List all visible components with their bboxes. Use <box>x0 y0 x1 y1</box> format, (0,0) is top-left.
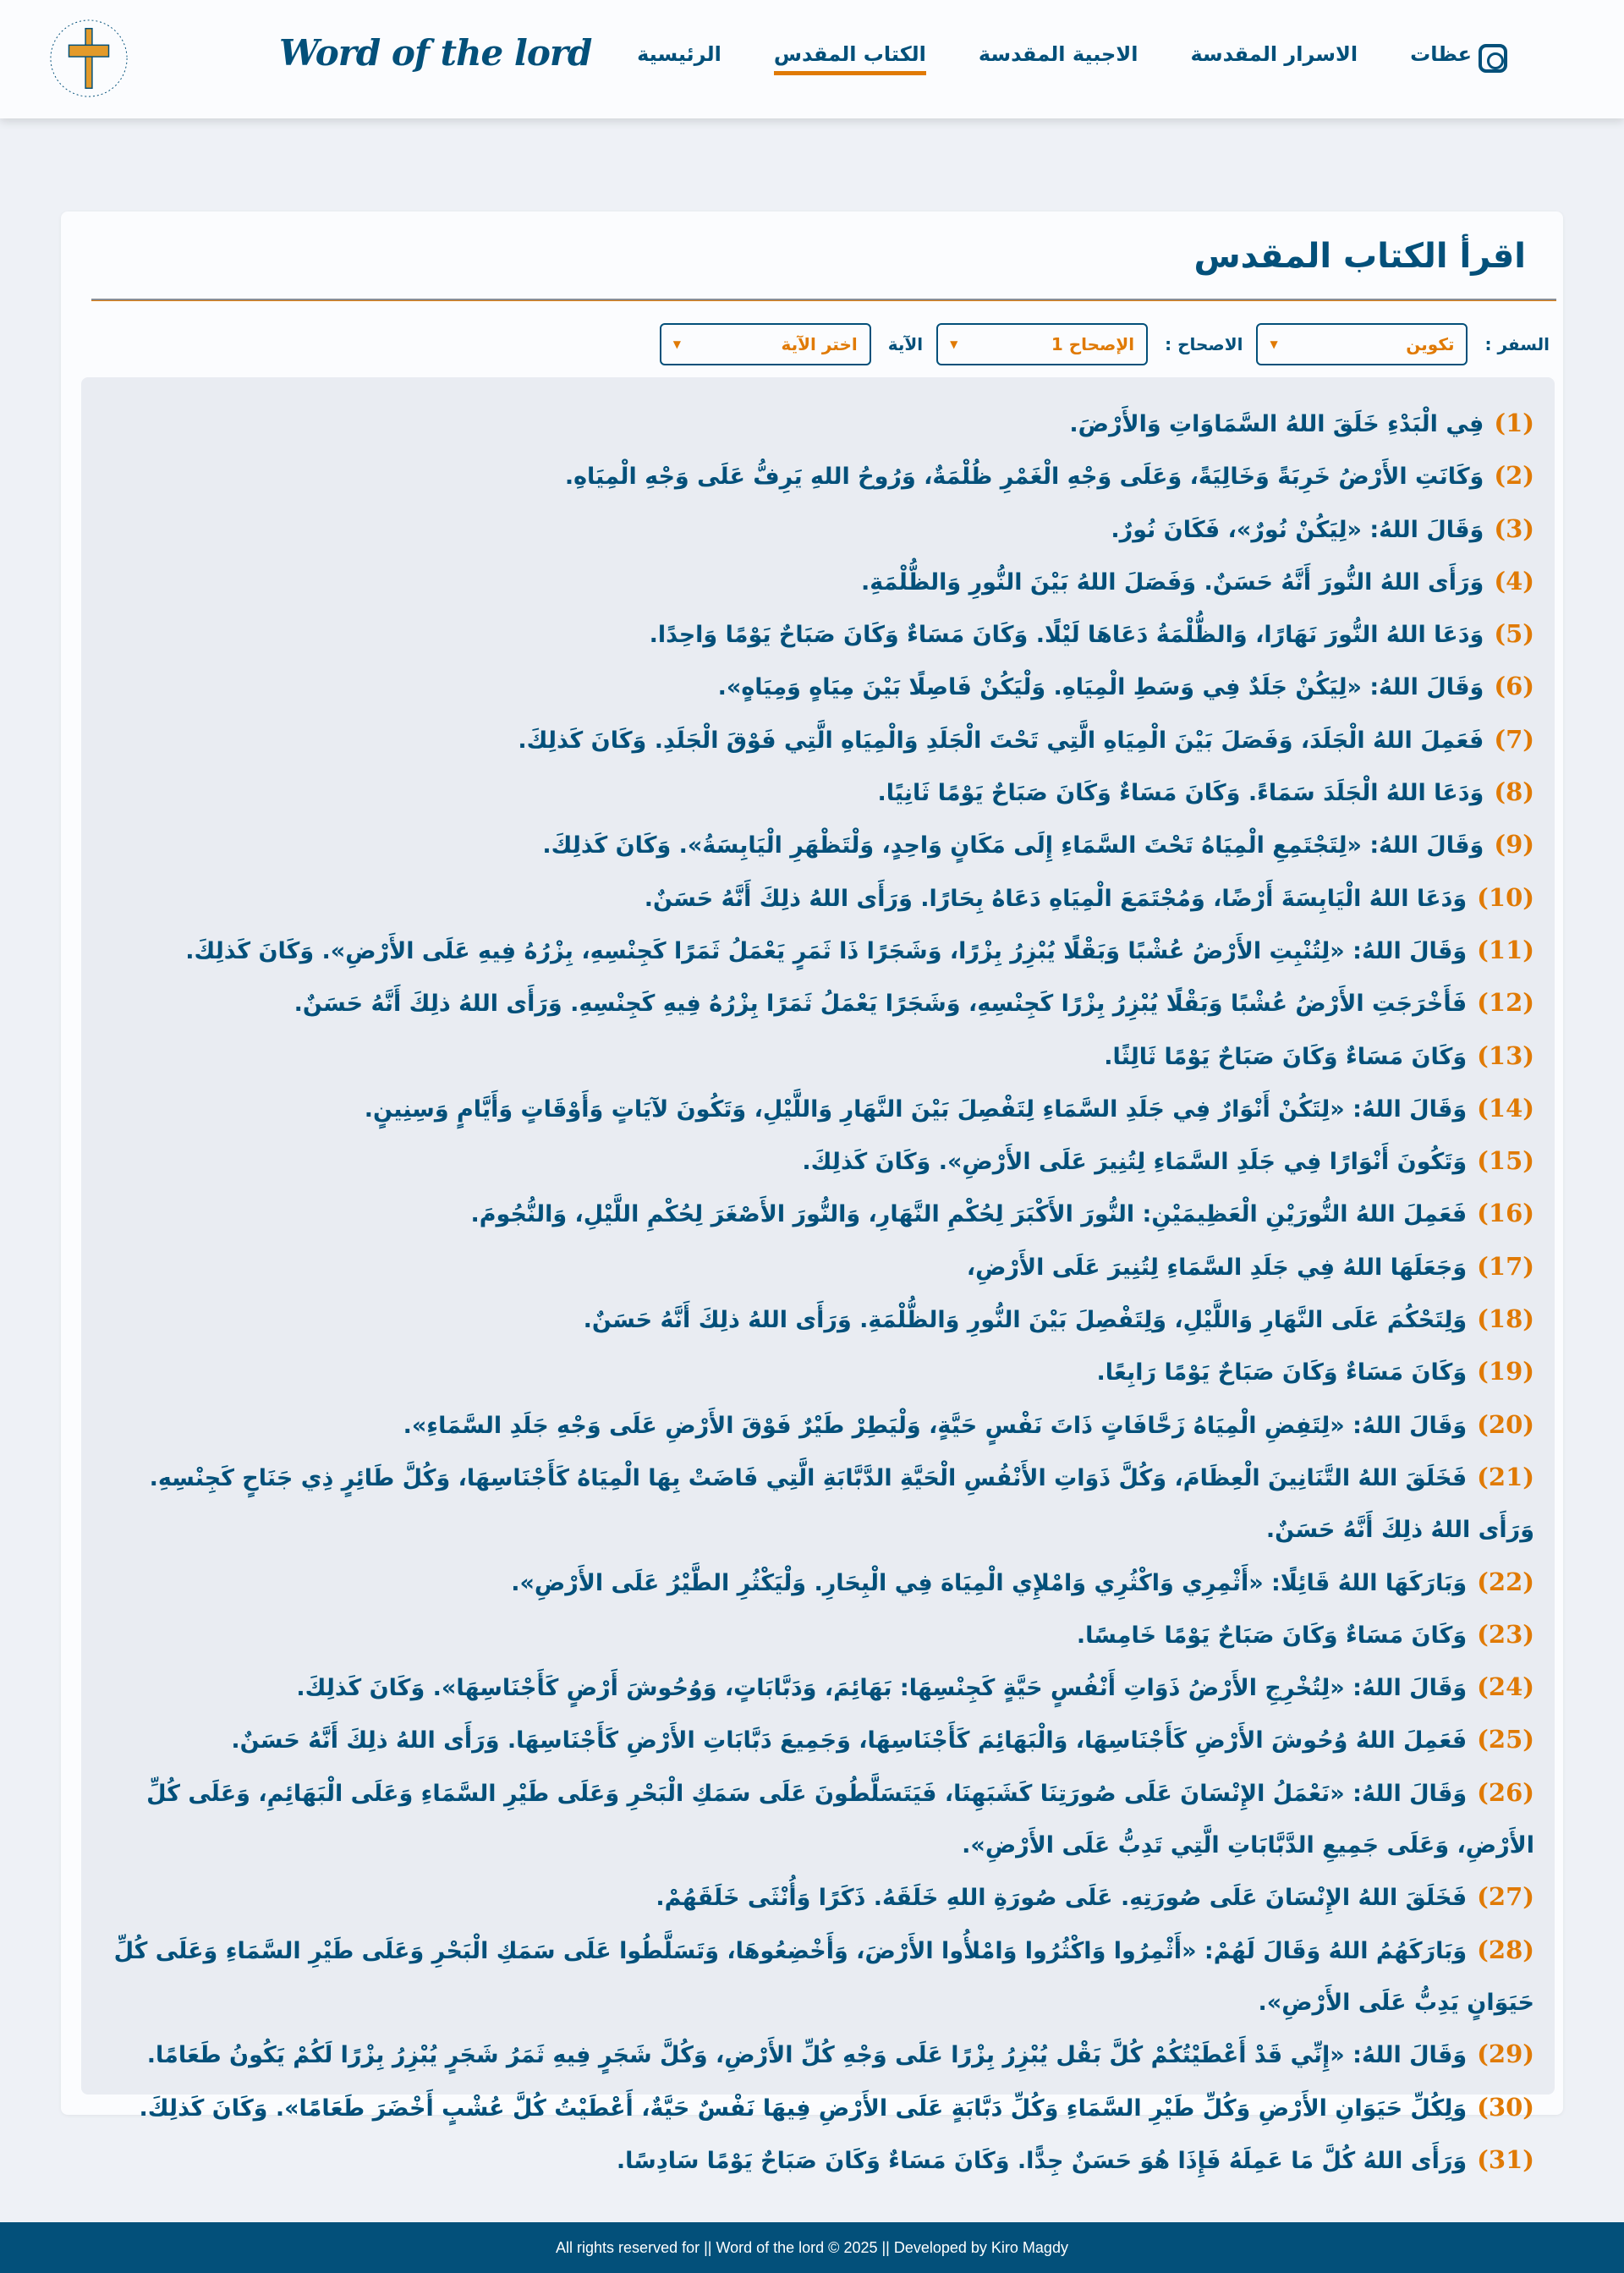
verse-number: (23) <box>1477 1619 1534 1649</box>
verse-text: فَخَلَقَ اللهُ الإِنْسَانَ عَلَى صُورَتِهِ. عَلَى صُورَةِ اللهِ خَلَقَهُ. ذَكَرًا وَأُنْثَى خَلَقَهُمْ. <box>656 1885 1468 1912</box>
verse-number: (5) <box>1494 619 1534 649</box>
verse <box>102 1452 1534 1557</box>
verse <box>102 2082 1534 2134</box>
verse <box>102 1188 1534 1240</box>
chapter-value: الإصحاح 1 <box>1051 334 1135 354</box>
book-label: السفر : <box>1484 334 1550 354</box>
verse-text: وَدَعَا اللهُ الْجَلَدَ سَمَاءً. وَكَانَ مَسَاءٌ وَكَانَ صَبَاحٌ يَوْمًا ثَانِيًا. <box>877 780 1484 807</box>
verse-number: (3) <box>1494 513 1534 543</box>
nav-sacraments[interactable]: الاسرار المقدسة <box>1190 42 1358 66</box>
verse-text: وَقَالَ اللهُ: «لِيَكُنْ جَلَدٌ فِي وَسَطِ الْمِيَاهِ. وَلْيَكُنْ فَاصِلًا بَيْنَ مِيَاهٍ وَمِيَاهٍ». <box>717 674 1484 701</box>
verse <box>102 1346 1534 1398</box>
verse-text: وَقَالَ اللهُ: «لِتُنْبِتِ الأَرْضُ عُشْبًا وَبَقْلًا يُبْزِرُ بِزْرًا، وَشَجَرًا ذَا ثَمَرٍ يَعْمَلُ ثَمَرًا كَجِنْسِهِ، بِزْرُهُ فِيهِ عَلَى الأَرْضِ». وَكَانَ كَذلِكَ. <box>185 937 1468 964</box>
nav-bible[interactable]: الكتاب المقدس <box>774 42 926 75</box>
verse <box>102 714 1534 766</box>
verse-text: فَعَمِلَ اللهُ الْجَلَدَ، وَفَصَلَ بَيْنَ الْمِيَاهِ الَّتِي تَحْتَ الْجَلَدِ وَالْمِيَاهِ الَّتِي فَوْقَ الْجَلَدِ. وَكَانَ كَذلِكَ. <box>518 727 1484 754</box>
verse-placeholder: اختر الآية <box>781 334 858 354</box>
verse-number: (28) <box>1477 1935 1534 1964</box>
verse-text: وَرَأَى اللهُ النُّورَ أَنَّهُ حَسَنٌ. وَفَصَلَ اللهُ بَيْنَ النُّورِ وَالظُّلْمَةِ. <box>860 568 1484 596</box>
verse <box>102 1083 1534 1135</box>
verse-selectors <box>653 323 1556 365</box>
verse <box>102 819 1534 871</box>
verse <box>102 977 1534 1029</box>
verse-select[interactable] <box>660 323 871 365</box>
verse-text: وَقَالَ اللهُ: «إِنِّي قَدْ أَعْطَيْتُكُمْ كُلَّ بَقْل يُبْزِرُ بِزْرًا عَلَى وَجْهِ كُلِّ الأَرْضِ، وَكُلَّ شَجَرٍ فِيهِ ثَمَرُ شَجَرٍ يُبْزِرُ بِزْرًا لَكُمْ يَكُونُ طَعَامًا. <box>146 2042 1468 2069</box>
verse-number: (22) <box>1477 1567 1534 1596</box>
verse-number: (4) <box>1494 566 1534 596</box>
nav-agpeya[interactable]: الاجبية المقدسة <box>978 42 1138 66</box>
verse-text: وَرَأَى اللهُ كُلَّ مَا عَمِلَهُ فَإِذَا هُوَ حَسَنٌ جِدًّا. وَكَانَ مَسَاءٌ وَكَانَ صَبَاحٌ يَوْمًا سَادِسًا. <box>616 2147 1468 2174</box>
bible-reader-card <box>61 211 1563 2174</box>
verse <box>102 503 1534 556</box>
verse-number: (8) <box>1494 777 1534 807</box>
verse-text: وَكَانَ مَسَاءٌ وَكَانَ صَبَاحٌ يَوْمًا رَابِعًا. <box>1096 1359 1468 1386</box>
verse <box>102 1293 1534 1346</box>
verse-number: (29) <box>1477 2040 1534 2069</box>
verse-text: وَدَعَا اللهُ النُّورَ نَهَارًا، وَالظُّلْمَةُ دَعَاهَا لَيْلًا. وَكَانَ مَسَاءٌ وَكَانَ صَبَاحٌ يَوْمًا وَاحِدًا. <box>649 622 1484 649</box>
chapter-select[interactable] <box>936 323 1148 365</box>
verse-number: (27) <box>1477 1882 1534 1912</box>
verse-number: (10) <box>1477 882 1534 912</box>
verse-text: وَتَكُونَ أَنْوَارًا فِي جَلَدِ السَّمَاءِ لِتُنِيرَ عَلَى الأَرْضِ». وَكَانَ كَذلِكَ. <box>802 1149 1468 1176</box>
chevron-down-icon: ▼ <box>1270 338 1278 350</box>
verse-text: فَخَلَقَ اللهُ التَّنَانِينَ الْعِظَامَ، وَكُلَّ ذَوَاتِ الأَنْفُسِ الْحَيَّةِ الدَّبَّابَةِ الَّتِي فَاضَتْ بِهَا الْمِيَاهُ كَأَجْنَاسِهَا، وَكُلَّ طَائِرٍ ذِي جَنَاحٍ كَجِنْسِهِ. وَرَأَى اللهُ ذلِكَ أَنَّهُ حَسَنٌ. <box>149 1464 1534 1544</box>
verse <box>102 766 1534 819</box>
verse-text: وَلِتَحْكُمَ عَلَى النَّهَارِ وَاللَّيْلِ، وَلِتَفْصِلَ بَيْنَ النُّورِ وَالظُّلْمَةِ. وَرَأَى اللهُ ذلِكَ أَنَّهُ حَسَنٌ. <box>583 1307 1468 1334</box>
chevron-down-icon: ▼ <box>672 338 681 350</box>
site-footer <box>0 2222 1624 2273</box>
verse-text: وَكَانَ مَسَاءٌ وَكَانَ صَبَاحٌ يَوْمًا خَامِسًا. <box>1076 1622 1468 1649</box>
verse-number: (14) <box>1477 1093 1534 1123</box>
title-divider <box>91 299 1556 301</box>
main-nav <box>637 42 1472 75</box>
verse-text: وَدَعَا اللهُ الْيَابِسَةَ أَرْضًا، وَمُجْتَمَعَ الْمِيَاهِ دَعَاهُ بِحَارًا. وَرَأَى اللهُ ذلِكَ أَنَّهُ حَسَنٌ. <box>644 885 1468 912</box>
verse-number: (21) <box>1477 1462 1534 1491</box>
verse-text: وَكَانَتِ الأَرْضُ خَرِبَةً وَخَالِيَةً، وَعَلَى وَجْهِ الْغَمْرِ ظُلْمَةٌ، وَرُوحُ اللهِ يَرِفُّ عَلَى وَجْهِ الْمِيَاهِ. <box>564 464 1484 491</box>
verse-text: فِي الْبَدْءِ خَلَقَ اللهُ السَّمَاوَاتِ وَالأَرْضَ. <box>1069 411 1484 437</box>
verse-text: وَبَارَكَهُمُ اللهُ وَقَالَ لَهُمْ: «أَثْمِرُوا وَاكْثُرُوا وَامْلأُوا الأَرْضَ، وَأَخْضِعُوهَا، وَتَسَلَّطُوا عَلَى سَمَكِ الْبَحْرِ وَعَلَى طَيْرِ السَّمَاءِ وَعَلَى كُلِّ حَيَوَانٍ يَدِبُّ عَلَى الأَرْضِ». <box>113 1937 1534 2016</box>
verse <box>102 1399 1534 1452</box>
book-value: تكوين <box>1406 334 1455 354</box>
verse-text: وَجَعَلَهَا اللهُ فِي جَلَدِ السَّمَاءِ لِتُنِيرَ عَلَى الأَرْضِ، <box>966 1254 1468 1281</box>
verse <box>102 1030 1534 1083</box>
verse <box>102 1924 1534 2029</box>
verse-number: (30) <box>1477 2092 1534 2122</box>
verse-text: وَقَالَ اللهُ: «لِيَكُنْ نُورٌ»، فَكَانَ نُورٌ. <box>1111 516 1484 543</box>
verse-text: وَقَالَ اللهُ: «لِتَفِضِ الْمِيَاهُ زَحَّافَاتٍ ذَاتَ نَفْسٍ حَيَّةٍ، وَلْيَطِرْ طَيْرٌ فَوْقَ الأَرْضِ عَلَى وَجْهِ جَلَدِ السَّمَاءِ». <box>403 1412 1468 1439</box>
verse-number: (17) <box>1477 1251 1534 1281</box>
verse-text: وَقَالَ اللهُ: «نَعْمَلُ الإِنْسَانَ عَلَى صُورَتِنَا كَشَبَهِنَا، فَيَتَسَلَّطُونَ عَلَى سَمَكِ الْبَحْرِ وَعَلَى طَيْرِ السَّمَاءِ وَعَلَى الْبَهَائِمِ، وَعَلَى كُلِّ الأَرْضِ، وَعَلَى جَمِيعِ الدَّبَّابَاتِ الَّتِي تَدِبُّ عَلَى الأَرْضِ». <box>146 1780 1534 1859</box>
verse-number: (19) <box>1477 1357 1534 1386</box>
verse <box>102 556 1534 608</box>
verse <box>102 1609 1534 1661</box>
verse-number: (18) <box>1477 1304 1534 1334</box>
verse <box>102 2134 1534 2187</box>
verse <box>102 450 1534 502</box>
verse <box>102 1241 1534 1293</box>
logo[interactable] <box>47 17 130 100</box>
brand-title[interactable]: Word of the lord <box>279 32 592 74</box>
verse-number: (7) <box>1494 724 1534 754</box>
verse-text: وَكَانَ مَسَاءٌ وَكَانَ صَبَاحٌ يَوْمًا ثَالِثًا. <box>1104 1043 1468 1070</box>
book-select[interactable] <box>1256 323 1468 365</box>
verse-number: (15) <box>1477 1146 1534 1176</box>
verse <box>102 608 1534 661</box>
verse-number: (2) <box>1494 461 1534 491</box>
verse-number: (31) <box>1477 2144 1534 2174</box>
verse-number: (20) <box>1477 1409 1534 1439</box>
site-header <box>0 0 1624 118</box>
verse-text: وَقَالَ اللهُ: «لِتَكُنْ أَنْوَارٌ فِي جَلَدِ السَّمَاءِ لِتَفْصِلَ بَيْنَ النَّهَارِ وَاللَّيْلِ، وَتَكُونَ لآيَاتٍ وَأَوْقَاتٍ وَأَيَّامٍ وَسِنِينٍ. <box>364 1095 1468 1123</box>
verse-text: وَقَالَ اللهُ: «لِتَجْتَمِعِ الْمِيَاهُ تَحْتَ السَّمَاءِ إِلَى مَكَانٍ وَاحِدٍ، وَلْتَظْهَرِ الْيَابِسَةُ». وَكَانَ كَذلِكَ. <box>542 832 1484 859</box>
verse <box>102 1661 1534 1714</box>
nav-sermons[interactable]: عظات <box>1410 42 1472 66</box>
verse-number: (24) <box>1477 1672 1534 1702</box>
verse-number: (26) <box>1477 1777 1534 1807</box>
verse-number: (9) <box>1494 830 1534 859</box>
verse <box>102 1871 1534 1924</box>
verse-number: (11) <box>1477 935 1534 964</box>
verse-number: (25) <box>1477 1725 1534 1754</box>
verse-text: فَعَمِلَ اللهُ وُحُوشَ الأَرْضِ كَأَجْنَاسِهَا، وَالْبَهَائِمَ كَأَجْنَاسِهَا، وَجَمِيعَ دَبَّابَاتِ الأَرْضِ كَأَجْنَاسِهَا. وَرَأَى اللهُ ذلِكَ أَنَّهُ حَسَنٌ. <box>231 1727 1468 1754</box>
verse-number: (16) <box>1477 1199 1534 1228</box>
verse <box>102 1767 1534 1872</box>
page-title: اقرأ الكتاب المقدس <box>1193 237 1526 276</box>
verse <box>102 1557 1534 1609</box>
nav-home[interactable]: الرئيسية <box>637 42 721 66</box>
verse <box>102 925 1534 977</box>
verse-number: (1) <box>1494 409 1534 437</box>
verse <box>102 398 1534 450</box>
chevron-down-icon: ▼ <box>950 338 958 350</box>
verse <box>102 661 1534 713</box>
verse <box>102 1714 1534 1766</box>
verse-number: (6) <box>1494 672 1534 701</box>
verse-number: (12) <box>1477 988 1534 1018</box>
verse-text: فَأَخْرَجَتِ الأَرْضُ عُشْبًا وَبَقْلًا يُبْزِرُ بِزْرًا كَجِنْسِهِ، وَشَجَرًا يَعْمَلُ ثَمَرًا بِزْرُهُ فِيهِ كَجِنْسِهِ. وَرَأَى اللهُ ذلِكَ أَنَّهُ حَسَنٌ. <box>294 991 1468 1018</box>
verse-number: (13) <box>1477 1040 1534 1070</box>
verses-panel <box>81 377 1555 2174</box>
verse-text: وَلِكُلِّ حَيَوَانِ الأَرْضِ وَكُلِّ طَيْرِ السَّمَاءِ وَكُلِّ دَبَّابَةٍ عَلَى الأَرْضِ فِيهَا نَفْسٌ حَيَّةٌ، أَعْطَيْتُ كُلَّ عُشْبٍ أَخْضَرَ طَعَامًا». وَكَانَ كَذلِكَ. <box>139 2095 1468 2122</box>
verse <box>102 2029 1534 2081</box>
verse-label: الآية <box>887 334 924 354</box>
chapter-label: الاصحاح : <box>1165 334 1243 354</box>
verse <box>102 872 1534 925</box>
verse-text: وَقَالَ اللهُ: «لِتُخْرِجِ الأَرْضُ ذَوَاتِ أَنْفُسٍ حَيَّةٍ كَجِنْسِهَا: بَهَائِمَ، وَدَبَّابَاتٍ، وَوُحُوشَ أَرْضٍ كَأَجْنَاسِهَا». وَكَانَ كَذلِكَ. <box>296 1675 1468 1702</box>
instagram-icon[interactable] <box>1479 44 1507 73</box>
verse <box>102 1135 1534 1188</box>
verse-text: وَبَارَكَهَا اللهُ قَائِلًا: «أَثْمِرِي وَاكْثُرِي وَامْلإِي الْمِيَاهَ فِي الْبِحَارِ. وَلْيَكْثُرِ الطَّيْرُ عَلَى الأَرْضِ». <box>511 1569 1468 1596</box>
verse-text: فَعَمِلَ اللهُ النُّورَيْنِ الْعَظِيمَيْنِ: النُّورَ الأَكْبَرَ لِحُكْمِ النَّهَارِ، وَالنُّورَ الأَصْغَرَ لِحُكْمِ اللَّيْلِ، وَالنُّجُومَ. <box>470 1201 1468 1228</box>
footer-text: All rights reserved for || Word of the lord © 2025 || Developed by Kiro Magdy <box>556 2238 1068 2256</box>
